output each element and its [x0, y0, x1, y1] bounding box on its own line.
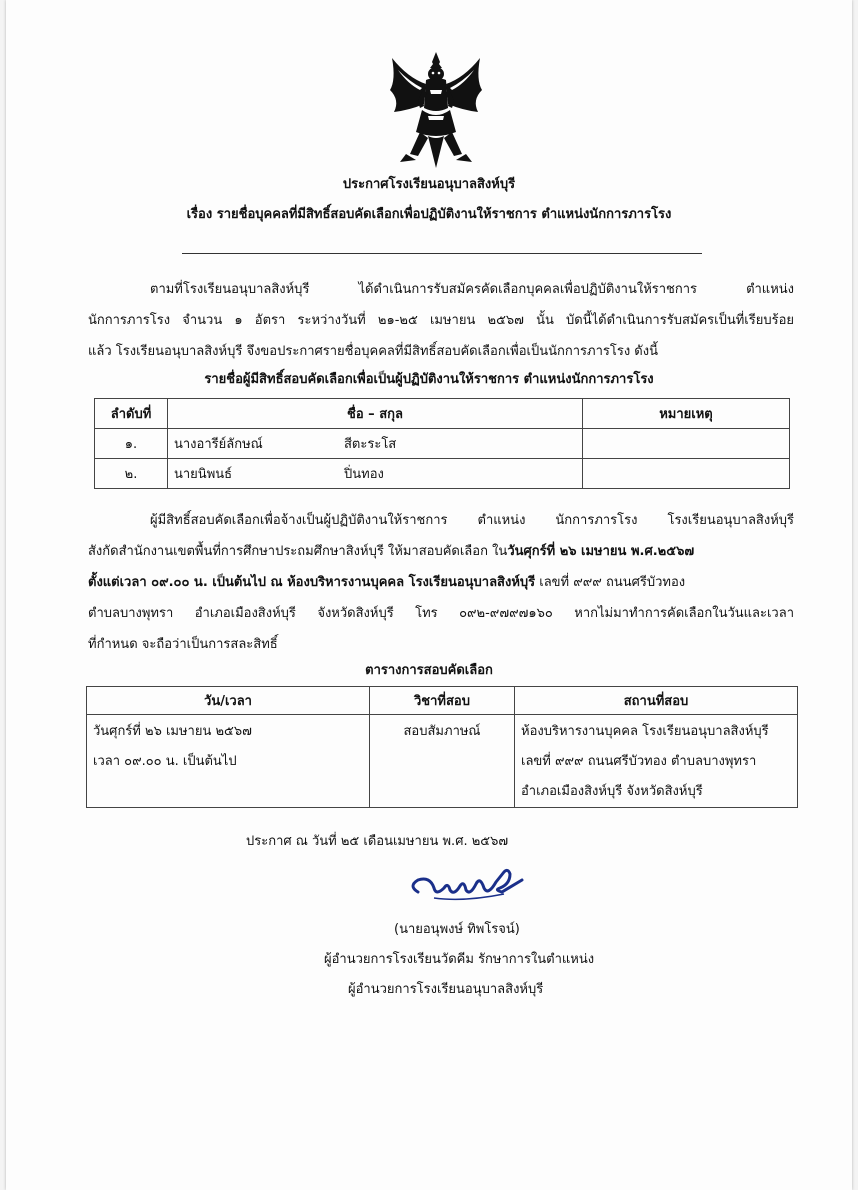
exam-time-place-bold: ตั้งแต่เวลา ๐๙.๐๐ น. เป็นต้นไป ณ ห้องบริหารงานบุคคล โรงเรียนอนุบาลสิงห์บุรี: [88, 575, 536, 590]
signature-icon: [404, 862, 534, 912]
row-first-name: นางอารีย์ลักษณ์: [174, 437, 263, 452]
garuda-emblem-icon: [386, 50, 486, 172]
title-divider: [182, 253, 702, 254]
table-row: [95, 429, 790, 459]
table-row: [95, 459, 790, 489]
notice-line: ตำบลบางพุทรา อำเภอเมืองสิงห์บุรี จังหวัดสิงห์บุรี โทร ๐๙๒-๙๗๙๗๑๖๐ หากไม่มาทำการคัดเลือกในวันและเวลา: [88, 606, 794, 621]
notice-line: ผู้มีสิทธิ์สอบคัดเลือกเพื่อจ้างเป็นผู้ปฏิบัติงานให้ราชการ ตำแหน่ง นักการภารโรง โรงเรียนอนุบาลสิงห์บุรี: [150, 513, 794, 528]
notice-line: ที่กำหนด จะถือว่าเป็นการสละสิทธิ์: [88, 637, 278, 652]
col-header-datetime: วัน/เวลา: [87, 687, 370, 715]
signatory-title: ผู้อำนวยการโรงเรียนวัดคีม รักษาการในตำแหน่ง: [324, 952, 595, 967]
row-first-name: นายนิพนธ์: [174, 467, 233, 482]
row-note: [583, 459, 790, 489]
intro-paragraph: [88, 274, 794, 367]
table-header-row: [87, 687, 798, 715]
col-header-note: หมายเหตุ: [583, 399, 790, 429]
schedule-place-line: ห้องบริหารงานบุคคล โรงเรียนอนุบาลสิงห์บุรี: [521, 724, 769, 739]
row-no: ๑.: [95, 429, 168, 459]
col-header-subject: วิชาที่สอบ: [370, 687, 515, 715]
row-name: [168, 429, 583, 459]
announcement-subject: เรื่อง รายชื่อบุคคลที่มีสิทธิ์สอบคัดเลือกเพื่อปฏิบัติงานให้ราชการ ตำแหน่งนักการภารโรง: [186, 207, 672, 222]
notice-text: เลขที่ ๙๙๙ ถนนศรีบัวทอง: [535, 575, 686, 590]
intro-line: นักการภารโรง จำนวน ๑ อัตรา ระหว่างวันที่ ๒๑-๒๕ เมษายน ๒๕๖๗ นั้น บัดนี้ได้ดำเนินการรับสมัครเป็นที่เรียบร้อย: [88, 313, 794, 328]
row-name: [168, 459, 583, 489]
schedule-place-line: เลขที่ ๙๙๙ ถนนศรีบัวทอง ตำบลบางพุทรา: [521, 754, 757, 769]
intro-line: แล้ว โรงเรียนอนุบาลสิงห์บุรี จึงขอประกาศรายชื่อบุคคลที่มีสิทธิ์สอบคัดเลือกเพื่อเป็นนักการภารโรง ดังนี้: [88, 344, 658, 359]
table-header-row: [95, 399, 790, 429]
row-last-name: ปิ่นทอง: [344, 467, 384, 482]
schedule-table: [86, 686, 798, 808]
notice-line: [88, 567, 794, 598]
notice-paragraph: [88, 505, 794, 660]
announcement-title: ประกาศโรงเรียนอนุบาลสิงห์บุรี: [342, 177, 516, 192]
schedule-date: วันศุกร์ที่ ๒๖ เมษายน ๒๕๖๗: [93, 724, 252, 739]
row-no: ๒.: [95, 459, 168, 489]
schedule-time: เวลา ๐๙.๐๐ น. เป็นต้นไป: [93, 754, 237, 769]
exam-date-bold: วันศุกร์ที่ ๒๖ เมษายน พ.ศ.๒๕๖๗: [507, 544, 695, 559]
col-header-name: ชื่อ – สกุล: [168, 399, 583, 429]
schedule-place-line: อำเภอเมืองสิงห์บุรี จังหวัดสิงห์บุรี: [521, 784, 703, 799]
schedule-heading: ตารางการสอบคัดเลือก: [365, 663, 493, 678]
announcement-page: [6, 0, 852, 1190]
candidate-list-heading: รายชื่อผู้มีสิทธิ์สอบคัดเลือกเพื่อเป็นผู้ปฏิบัติงานให้ราชการ ตำแหน่งนักการภารโรง: [204, 372, 654, 387]
schedule-place: [515, 715, 798, 808]
signatory-name: (นายอนุพงษ์ ทิพโรจน์): [394, 922, 520, 937]
col-header-place: สถานที่สอบ: [515, 687, 798, 715]
schedule-subject: สอบสัมภาษณ์: [370, 715, 515, 808]
row-last-name: สีตะระโส: [344, 437, 397, 452]
row-note: [583, 429, 790, 459]
candidate-table: [94, 398, 790, 489]
signatory-title: ผู้อำนวยการโรงเรียนอนุบาลสิงห์บุรี: [348, 982, 544, 997]
notice-text: สังกัดสำนักงานเขตพื้นที่การศึกษาประถมศึกษาสิงห์บุรี ให้มาสอบคัดเลือก ใน: [88, 544, 508, 559]
announcement-date: ประกาศ ณ วันที่ ๒๕ เดือนเมษายน พ.ศ. ๒๕๖๗: [246, 834, 509, 849]
notice-line: [88, 536, 794, 567]
table-row: [87, 715, 798, 808]
intro-line: ตามที่โรงเรียนอนุบาลสิงห์บุรี ได้ดำเนินการรับสมัครคัดเลือกบุคคลเพื่อปฏิบัติงานให้ราชการ ตำแหน่ง: [150, 282, 794, 297]
schedule-datetime: [87, 715, 370, 808]
col-header-no: ลำดับที่: [95, 399, 168, 429]
